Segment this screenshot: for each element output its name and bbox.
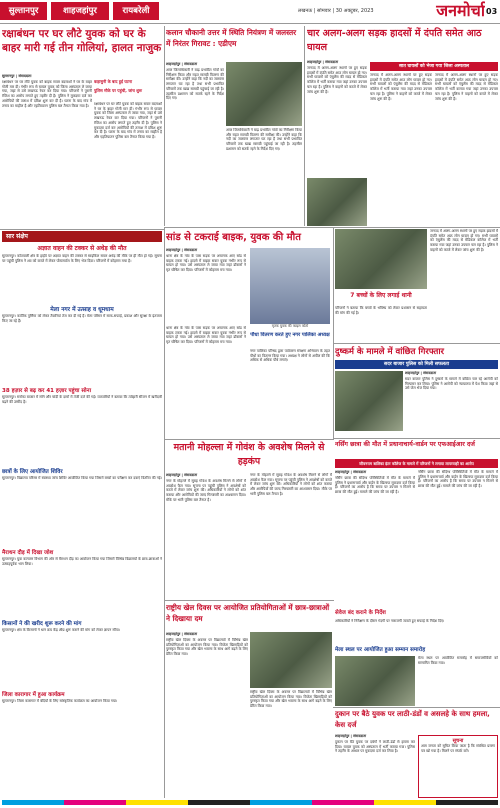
story-nursing-headline: नर्सिंग छात्रा की मौत में प्रधानाचार्य-वार्डन पर एफआईआर दर्ज xyxy=(335,441,475,448)
brand-logo: जनमोर्चा xyxy=(436,1,485,20)
lead-sidebar-2: पुलिस मौके पर पहुंची, जांच शुरू xyxy=(94,88,142,93)
divider xyxy=(164,439,334,440)
masthead xyxy=(0,0,500,24)
color-registration-strip xyxy=(2,800,498,805)
story-accidents-headline: चार अलग-अलग सड़क हादसों में दंपति समेत आठ घायल xyxy=(307,28,482,53)
story-cattle-dateline: शाहजहांपुर | संवाददाता xyxy=(166,473,198,477)
story-sports-body-col2: राष्ट्रीय खेल दिवस के अवसर पर विद्यालयों में विभिन्न खेल प्रतियोगिताओं का आयोजन किया गया। विजेता खिलाड़ियों को पुरस्कृत किया गया और खेल भावना के साथ आगे बढ़ने के लिए प्रेरित किया गया। xyxy=(250,690,332,709)
story-accidents-dateline: शाहजहांपुर | संवाददाता xyxy=(307,60,339,64)
notice-box xyxy=(418,735,498,798)
divider xyxy=(164,600,334,601)
divider xyxy=(333,228,334,438)
story-flood-headline: कलान चौकानी उत्तर में स्थिति नियंत्रण में जलस्तर में निरंतर गिरावट : एडीएम xyxy=(166,28,297,48)
arrest-highlight-band: सदर बाजार पुलिस को मिली सफलता xyxy=(335,360,498,369)
story-sports-headline: राष्ट्रीय खेल दिवस पर आयोजित प्रतियोगिताओं में छात्र-छात्राओं ने दिखाया दम xyxy=(166,603,330,623)
story-accidents-body-col1: जनपद में अलग-अलग स्थानों पर हुए सड़क हादसों में दंपति समेत आठ लोग घायल हो गए। सभी घायलों को एंबुलेंस की मदद से मेडिकल कॉलेज में भर्ती कराया गया जहां उनका उपचार चल रहा है। पुलिस ने वाहनों को कब्जे में लेकर जांच शुरू की है। xyxy=(307,66,367,94)
story-fair-body: मेला स्थल पर आयोजित समारोह में समाजसेवियों को सम्मानित किया गया। xyxy=(418,656,498,665)
story-cattle-body-col1: नगर के मोहल्ले में सुबह गोवंश के अवशेष मिलने से लोगों में आक्रोश फैल गया। सूचना पर पहुंची पुलिस ने अवशेषों को कब्जे में लेकर जांच शुरू की। अधिकारियों ने लोगों को शांत कराया और आरोपियों की जल्द गिरफ्तारी का आश्वासन दिया। मौके पर भारी पुलिस बल तैनात है। xyxy=(166,479,246,502)
story-bull-headline: सांड से टकराई बाइक, युवक की मौत xyxy=(166,232,301,243)
story-sports-body-col1: राष्ट्रीय खेल दिवस के अवसर पर विद्यालयों में विभिन्न खेल प्रतियोगिताओं का आयोजन किया गया। विजेता खिलाड़ियों को पुरस्कृत किया गया और खेल भावना के साथ आगे बढ़ने के लिए प्रेरित किया गया। xyxy=(166,638,248,657)
accident-photo xyxy=(307,178,367,226)
lead-dateline: सुल्तानपुर | संवाददाता xyxy=(2,74,32,78)
brief-5-body: सुल्तानपुर। युवा कल्याण विभाग की ओर से मैराथन दौड़ का आयोजन किया गया जिसमें विभिन्न विद्यालयों के छात्र-छात्राओं ने उत्साहपूर्वक भाग लिया। xyxy=(2,557,162,566)
flood-inspection-photo xyxy=(226,62,302,126)
brief-2-headline: मेला नगर में उत्साह व धूमधाम xyxy=(50,307,114,313)
story-bull-body-2: थाना क्षेत्र के गांव के पास सड़क पर अचानक आए सांड से बाइक टकरा गई। हादसे में बाइक सवार युवक गंभीर रूप से घायल हो गया। उसे अस्पताल ले जाया गया जहां डॉक्टरों ने मृत घोषित कर दिया। परिजनों में कोहराम मच गया। xyxy=(166,326,246,345)
story-sewage-headline: सेवेज बंद कराने के निर्देश xyxy=(335,610,386,616)
brief-6-body: सुल्तानपुर। क्षेत्र के किसानों ने धान क्रय केंद्र शीघ्र शुरू कराने की मांग को लेकर ज्ञापन सौंपा। xyxy=(2,628,121,632)
divider xyxy=(333,707,500,708)
story-children-headline: 7 बच्चों के लिए लगाई थानी xyxy=(350,292,412,299)
story-bull-dateline: शाहजहांपुर | संवाददाता xyxy=(166,248,198,252)
city-tab-raebareli[interactable]: रायबरेली xyxy=(113,2,159,20)
victim-photo-caption: मृतक युवक की फाइल फोटो xyxy=(271,324,309,328)
story-arrest-dateline: शाहजहांपुर | संवाददाता xyxy=(405,371,437,375)
story-plants-headline: पौधा वितरण करते हुए नगर पालिका अध्यक्ष xyxy=(250,332,330,338)
brief-7-body: सुल्तानपुर। जिला कारागार में बंदियों के लिए सांस्कृतिक कार्यक्रम का आयोजन किया गया। xyxy=(2,699,118,703)
fair-photo xyxy=(335,656,415,706)
lead-body-col2: रक्षाबंधन पर घर लौटे युवक को बाइक सवार बदमाशों ने घर के बाहर गोली मार दी। गंभीर रूप से घायल युवक को जिला अस्पताल ले जाया गया, जहां से उसे लखनऊ रेफर कर दिया गया। परिजनों ने पुरानी रंजिश का आरोप लगाते हुए तहरीर दी है। पुलिस ने मुकदमा दर्ज कर आरोपियों की तलाश में दबिश शुरू कर दी है। घटना के बाद गांव में तनाव का माहौल है और एहतियातन पुलिस बल तैनात किया गया है। xyxy=(94,102,162,139)
lead-body-col1: रक्षाबंधन पर घर लौटे युवक को बाइक सवार बदमाशों ने घर के बाहर गोली मार दी। गंभीर रूप से घायल युवक को जिला अस्पताल ले जाया गया, जहां से उसे लखनऊ रेफर कर दिया गया। परिजनों ने पुरानी रंजिश का आरोप लगाते हुए तहरीर दी है। पुलिस ने मुकदमा दर्ज कर आरोपियों की तलाश में दबिश शुरू कर दी है। घटना के बाद गांव में तनाव का माहौल है और एहतियातन पुलिस बल तैनात किया गया है। xyxy=(2,80,92,108)
notice-title: सूचना xyxy=(452,738,464,744)
brief-5-headline: मैराथन दौड़ में दिखा जोश xyxy=(2,550,54,556)
story-nursing-dateline: शाहजहांपुर | संवाददाता xyxy=(335,470,367,474)
brief-3-body: सुल्तानपुर। सर्राफा बाजार में सोने और चांदी के दामों में तेजी दर्ज की गई। व्यापारियों ने बताया कि त्योहारी सीजन में खरीदारी बढ़ने की उम्मीद है। xyxy=(2,395,162,404)
briefs-band: सार संक्षेप xyxy=(2,231,162,242)
divider xyxy=(304,26,305,226)
city-tab-shahjahanpur[interactable]: शाहजहांपुर xyxy=(51,2,109,20)
page-number: 03 xyxy=(486,7,498,16)
brief-4-headline: छात्रों के लिए आयोजित शिविर xyxy=(2,469,63,475)
brief-4-body: सुल्तानपुर। विद्यालय परिसर में स्वास्थ्य जांच शिविर आयोजित किया गया जिसमें बच्चों का परीक्षण कर दवाएं वितरित की गईं। xyxy=(2,476,162,480)
dateline: लखनऊ | सोमवार | 30 अक्टूबर, 2023 xyxy=(298,8,374,14)
story-accidents-body-col2: जनपद में अलग-अलग स्थानों पर हुए सड़क हादसों में दंपति समेत आठ लोग घायल हो गए। सभी घायलों को एंबुलेंस की मदद से मेडिकल कॉलेज में भर्ती कराया गया जहां उनका उपचार चल रहा है। पुलिस ने वाहनों को कब्जे में लेकर जांच शुरू की है। xyxy=(370,73,432,101)
meeting-photo xyxy=(335,229,427,289)
brief-7-headline: जिला कारागार में हुआ कार्यक्रम xyxy=(2,692,65,698)
lead-headline: रक्षाबंधन पर घर लौटे युवक को घर के बाहर मारी गई तीन गोलियां, हालत नाजुक xyxy=(2,28,162,54)
story-bull-body: थाना क्षेत्र के गांव के पास सड़क पर अचानक आए सांड से बाइक टकरा गई। हादसे में बाइक सवार युवक गंभीर रूप से घायल हो गया। उसे अस्पताल ले जाया गया जहां डॉक्टरों ने मृत घोषित कर दिया। परिजनों में कोहराम मच गया। xyxy=(166,254,246,273)
story-arrest-headline: दुष्कर्म के मामले में वांछित गिरफ्तार xyxy=(335,347,444,357)
story-arrest-body: सदर बाजार पुलिस ने दुष्कर्म के मामले में वांछित चल रहे आरोपी को गिरफ्तार कर लिया। पुलिस ने आरोपी को न्यायालय में पेश किया जहां से उसे जेल भेज दिया गया। xyxy=(405,377,498,391)
story-flood-body: अपर जिलाधिकारी ने बाढ़ प्रभावित गांवों का निरीक्षण किया और राहत सामग्री वितरण की समीक्षा की। उन्होंने कहा कि नदी का जलस्तर लगातार घट रहा है तथा सभी प्रभावित परिवारों तक खाद्य सामग्री पहुंचाई जा रही है। तहसील प्रशासन को सतर्क रहने के निर्देश दिए गए। xyxy=(166,68,224,101)
story-assault-headline: दुकान पर बैठे युवक पर लाठी-डंडों व असलहे के साथ हमला, केस दर्ज xyxy=(335,710,490,729)
brief-3-headline: 38 हज़ार से बढ़ कर 41 हज़ार पहुंचा सोना xyxy=(2,388,91,394)
nursing-highlight-band: जीवनराम बालिका इंटर कॉलेज के मामले में परिजनों ने लगाया लापरवाही का आरोप xyxy=(335,459,498,468)
story-flood-body-2: अपर जिलाधिकारी ने बाढ़ प्रभावित गांवों का निरीक्षण किया और राहत सामग्री वितरण की समीक्षा की। उन्होंने कहा कि नदी का जलस्तर लगातार घट रहा है तथा सभी प्रभावित परिवारों तक खाद्य सामग्री पहुंचाई जा रही है। तहसील प्रशासन को सतर्क रहने के निर्देश दिए गए। xyxy=(226,128,302,151)
story-nursing-body-col2: नर्सिंग छात्रा की संदिग्ध परिस्थितियों में मौत के मामले में पुलिस ने प्रधानाचार्य और वार्डन के खिलाफ मुकदमा दर्ज किया है। परिजनों का आरोप है कि समय पर उपचार न मिलने से छात्रा की मौत हुई। मामले की जांच की जा रही है। xyxy=(418,470,498,489)
divider xyxy=(164,26,165,226)
story-children-body: परिजनों ने बताया कि बच्चों के भविष्य को लेकर प्रशासन से सहायता की मांग की गई है। xyxy=(335,306,427,315)
story-cattle-headline: मतानी मोहल्ला में गोवंश के अवशेष मिलने से हड़कंप xyxy=(173,442,325,467)
lead-sidebar-1: कहासुनी के बाद हुई घटना xyxy=(94,79,133,84)
story-cattle-body-col2: नगर के मोहल्ले में सुबह गोवंश के अवशेष मिलने से लोगों में आक्रोश फैल गया। सूचना पर पहुंची पुलिस ने अवशेषों को कब्जे में लेकर जांच शुरू की। अधिकारियों ने लोगों को शांत कराया और आरोपियों की जल्द गिरफ्तारी का आश्वासन दिया। मौके पर भारी पुलिस बल तैनात है। xyxy=(250,473,332,496)
story-plants-body: नगर पालिका परिषद द्वारा पर्यावरण संरक्षण अभियान के तहत पौधों का वितरण किया गया। अध्यक्ष ने लोगों से अपील की कि अधिक से अधिक पौधे लगाएं। xyxy=(250,349,330,363)
brief-2-body: सुल्तानपुर। कार्तिक पूर्णिमा को लेकर तैयारियां तेज कर दी गई हैं। मेला परिसर में साफ-सफाई, प्रकाश और सुरक्षा के इंतजाम किए जा रहे हैं। xyxy=(2,314,162,323)
accused-photo xyxy=(335,371,403,431)
story-assault-dateline: शाहजहांपुर | संवाददाता xyxy=(335,734,367,738)
divider xyxy=(164,228,165,798)
story-side-col: जनपद में अलग-अलग स्थानों पर हुए सड़क हादसों में दंपति समेत आठ लोग घायल हो गए। सभी घायलों को एंबुलेंस की मदद से मेडिकल कॉलेज में भर्ती कराया गया जहां उनका उपचार चल रहा है। पुलिस ने वाहनों को कब्जे में लेकर जांच शुरू की है। xyxy=(430,229,498,252)
victim-photo xyxy=(250,248,330,324)
divider xyxy=(164,227,500,228)
story-sports-dateline: शाहजहांपुर | संवाददाता xyxy=(166,632,198,636)
story-accidents-body-col3: जनपद में अलग-अलग स्थानों पर हुए सड़क हादसों में दंपति समेत आठ लोग घायल हो गए। सभी घायलों को एंबुलेंस की मदद से मेडिकल कॉलेज में भर्ती कराया गया जहां उनका उपचार चल रहा है। पुलिस ने वाहनों को कब्जे में लेकर जांच शुरू की है। xyxy=(435,73,498,101)
story-sewage-body: अधिकारियों ने निरीक्षण के दौरान गंदगी पर नाराजगी जताते हुए सफाई के निर्देश दिए। xyxy=(335,619,445,623)
accidents-highlight-band: सात घायलों को भेजा गया जिला अस्पताल xyxy=(370,62,498,71)
story-assault-body: दुकान पर बैठे युवक पर दबंगों ने लाठी-डंडों से हमला कर दिया। घायल युवक को अस्पताल में भर्ती कराया गया। पुलिस ने तहरीर के आधार पर मुकदमा दर्ज कर लिया है। xyxy=(335,740,415,754)
divider xyxy=(333,343,500,344)
brief-6-headline: किसानों ने की खरीद शुरू करने की मांग xyxy=(2,621,82,627)
divider xyxy=(333,438,500,439)
sports-event-photo xyxy=(250,632,332,688)
brief-1-body: सुल्तानपुर। कोतवाली क्षेत्र के हाईवे पर अज्ञात वाहन की टक्कर से साइकिल सवार अधेड़ की मौके पर ही मौत हो गई। सूचना पर पहुंची पुलिस ने शव को कब्जे में लेकर पोस्टमार्टम के लिए भेज दिया। परिजनों में कोहराम मचा है। xyxy=(2,254,162,263)
story-fair-headline: मेला स्थल पर आयोजित हुआ सम्मान समारोह xyxy=(335,647,426,653)
story-flood-dateline: शाहजहांपुर | संवाददाता xyxy=(166,62,198,66)
story-nursing-body-col1: नर्सिंग छात्रा की संदिग्ध परिस्थितियों में मौत के मामले में पुलिस ने प्रधानाचार्य और वार्डन के खिलाफ मुकदमा दर्ज किया है। परिजनों का आरोप है कि समय पर उपचार न मिलने से छात्रा की मौत हुई। मामले की जांच की जा रही है। xyxy=(335,476,415,495)
brief-1-headline: अज्ञात वाहन की टक्कर से अधेड़ की मौत xyxy=(37,245,127,252)
divider xyxy=(0,229,164,230)
city-tab-sultanpur[interactable]: सुल्तानपुर xyxy=(0,2,47,20)
notice-body: आम जनता को सूचित किया जाता है कि संबंधित प्रमाण पत्र खो गया है। मिलने पर संपर्क करें। xyxy=(421,744,495,753)
